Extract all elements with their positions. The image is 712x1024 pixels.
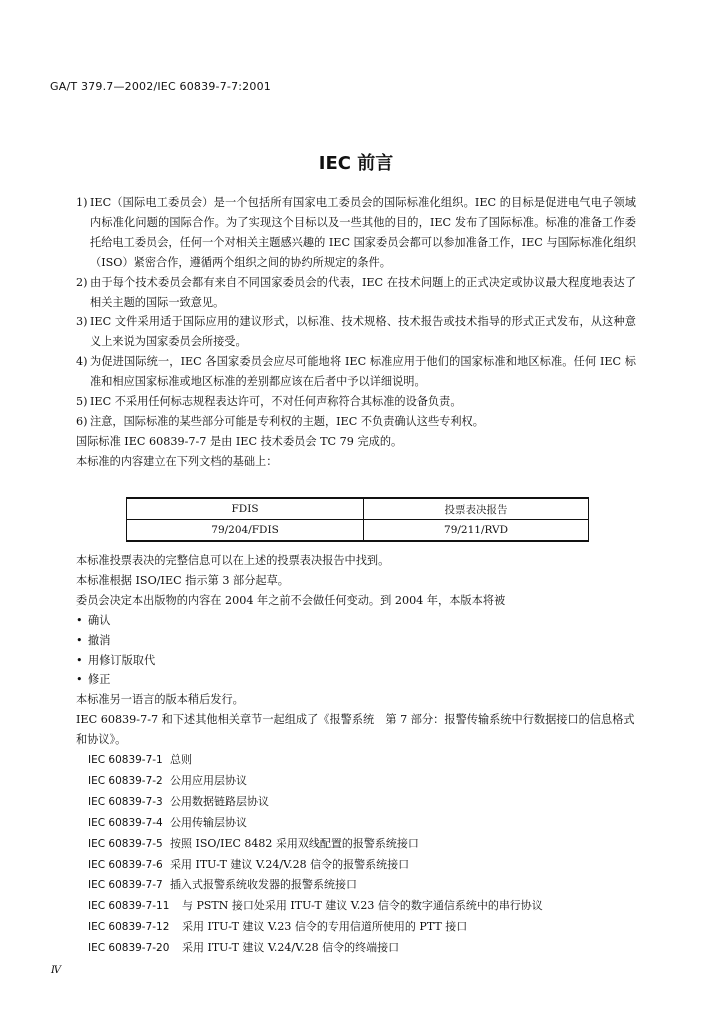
part-code: IEC 60839-7-6 (88, 858, 163, 871)
paragraph: 国际标准 IEC 60839-7-7 是由 IEC 技术委员会 TC 79 完成的。 (76, 434, 403, 448)
item-text: 为促进国际统一，IEC 各国家委员会应尽可能地将 IEC 标准应用于他们的国家标准和地区标准。任何 IEC 标准和相应国家标准或地区标准的差别都应该在后者中予以详细说明。 (90, 355, 636, 389)
part-code: IEC 60839-7-4 (88, 816, 163, 829)
table-row (127, 520, 589, 542)
paragraph: 本标准投票表决的完整信息可以在上述的投票表决报告中找到。 (76, 554, 390, 567)
part-description: 采用 ITU-T 建议 V.24/V.28 信令的终端接口 (182, 941, 400, 955)
bullet-item (76, 611, 636, 631)
item-text: IEC 不采用任何标志规程表达许可，不对任何声称符合其标准的设备负责。 (90, 395, 462, 409)
bullet-text: 确认 (88, 613, 111, 627)
list-item (88, 917, 543, 938)
item-number: 2) (76, 275, 88, 289)
foreword-item (76, 392, 636, 412)
section-title: IEC 前言 (318, 153, 394, 174)
part-description: 公用数据链路层协议 (170, 794, 269, 808)
bullet-icon: • (76, 633, 83, 647)
part-code: IEC 60839-7-5 (88, 837, 163, 850)
table-header-row (127, 498, 589, 520)
item-text: IEC 文件采用适于国际应用的建议形式，以标准、技术规格、技术报告或技术指导的形式正式发布，从这种意义上来说为国家委员会所接受。 (90, 315, 636, 349)
bullet-icon: • (76, 613, 83, 627)
foreword-body-continued (76, 551, 636, 750)
paragraph: 本标准的内容建立在下列文档的基础上： (76, 454, 278, 468)
item-number: 1) (76, 196, 88, 209)
list-item (88, 896, 543, 917)
bullet-text: 撤消 (88, 633, 111, 647)
list-item (88, 855, 543, 876)
part-code: IEC 60839-7-2 (88, 774, 163, 787)
item-number: 4) (76, 355, 88, 369)
standard-code-header: GA/T 379.7—2002/IEC 60839-7-7:2001 (50, 80, 271, 93)
list-item (88, 875, 543, 896)
item-number: 3) (76, 315, 88, 329)
part-description: 公用应用层协议 (170, 773, 247, 787)
bullet-icon: • (76, 673, 83, 687)
foreword-item (76, 352, 636, 392)
list-item (88, 938, 543, 959)
list-item (88, 792, 543, 813)
part-description: 与 PSTN 接口处采用 ITU-T 建议 V.23 信令的数字通信系统中的串行协议 (182, 899, 543, 913)
bullet-text: 用修订版取代 (88, 653, 156, 667)
part-code: IEC 60839-7-12 (88, 921, 170, 934)
bullet-icon: • (76, 653, 83, 667)
part-code: IEC 60839-7-1 (88, 754, 163, 766)
item-text: 注意，国际标准的某些部分可能是专利权的主题，IEC 不负责确认这些专利权。 (90, 414, 484, 428)
table-cell: 79/204/FDIS (127, 520, 364, 542)
table-header-cell: FDIS (127, 498, 364, 520)
foreword-item (76, 193, 636, 273)
list-item (88, 771, 543, 792)
part-code: IEC 60839-7-7 (88, 879, 163, 892)
list-item (88, 750, 543, 771)
series-intro (76, 710, 636, 750)
list-item (88, 813, 543, 834)
foreword-item (76, 312, 636, 352)
part-code: IEC 60839-7-20 (88, 942, 170, 955)
related-parts-list (88, 750, 543, 959)
bullet-item (76, 631, 636, 651)
list-item (88, 834, 543, 855)
foreword-body (76, 193, 636, 472)
bullet-item (76, 670, 636, 690)
bullet-item (76, 651, 636, 671)
foreword-item (76, 412, 636, 432)
item-text: 由于每个技术委员会都有来自不同国家委员会的代表，IEC 在技术问题上的正式决定或协议最大程度地表达了相关主题的国际一致意见。 (90, 275, 636, 309)
item-text: IEC（国际电工委员会）是一个包括所有国家电工委员会的国际标准化组织。IEC 的目标是促进电气电子领域内标准化问题的国际合作。为了实现这个目标以及一些其他的目的，IEC 发布了国际标准。标准的准备工作委托给电工委员会，任何一个对相关主题感兴趣的 IEC 国家委员会都可以参加准备工作，IEC 与国际标准化组织（ISO）紧密合作，遵循两个组织之间的协约所规定的条件。 (90, 196, 636, 269)
series-intro-text: IEC 60839-7-7 和下述其他相关章节一起组成了《报警系统 第 7 部分：报警传输系统中行数据接口的信息格式和协议》。 (76, 713, 635, 747)
bullet-text: 修正 (88, 673, 111, 687)
part-description: 按照 ISO/IEC 8482 采用双线配置的报警系统接口 (170, 836, 419, 850)
part-description: 总则 (170, 753, 192, 766)
part-description: 采用 ITU-T 建议 V.24/V.28 信令的报警系统接口 (170, 857, 410, 871)
paragraph: 委员会决定本出版物的内容在 2004 年之前不会做任何变动。到 2004 年，本版本将被 (76, 593, 506, 607)
part-description: 采用 ITU-T 建议 V.23 信令的专用信道所使用的 PTT 接口 (182, 920, 468, 934)
part-description: 插入式报警系统收发器的报警系统接口 (170, 878, 357, 892)
foreword-item (76, 273, 636, 313)
table-header-cell: 投票表决报告 (364, 498, 589, 520)
item-number: 6) (76, 414, 88, 428)
page-number: Ⅳ (51, 965, 61, 976)
paragraph: 本标准根据 ISO/IEC 指示第 3 部分起草。 (76, 573, 289, 587)
table-cell: 79/211/RVD (364, 520, 589, 542)
voting-documents-table (126, 497, 589, 542)
part-code: IEC 60839-7-3 (88, 795, 163, 808)
part-code: IEC 60839-7-11 (88, 900, 170, 913)
part-description: 公用传输层协议 (170, 815, 247, 829)
item-number: 5) (76, 395, 88, 409)
paragraph: 本标准另一语言的版本稍后发行。 (76, 693, 244, 707)
